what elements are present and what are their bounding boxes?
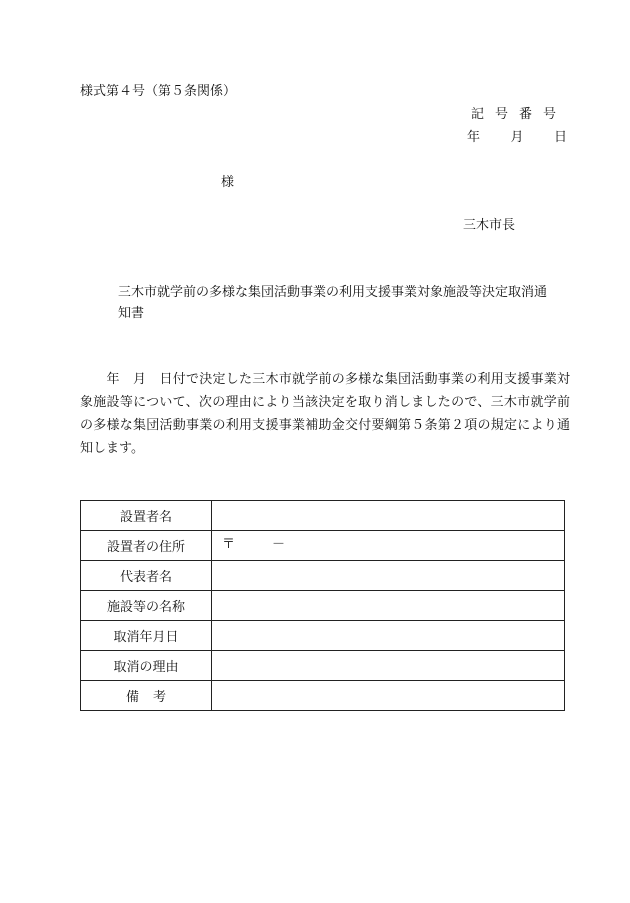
document-number: 記号番号 (470, 107, 567, 122)
document-title: 三木市就学前の多様な集団活動事業の利用支援事業対象施設等決定取消通知書 (118, 285, 548, 321)
form-number: 様式第４号（第５条関係） (80, 84, 237, 99)
postal-code-dash: － (272, 537, 286, 552)
table-row (81, 591, 565, 621)
row-label-facility-name: 施設等の名称 (81, 591, 212, 621)
info-table (80, 500, 565, 711)
facility-name-field[interactable] (212, 591, 565, 621)
remarks-field[interactable] (212, 681, 565, 711)
recipient-honorific: 様 (221, 175, 235, 190)
row-label-cancel-reason: 取消の理由 (81, 651, 212, 681)
table-row (81, 531, 565, 561)
row-label-founder-address: 設置者の住所 (81, 531, 212, 561)
table-row (81, 621, 565, 651)
row-label-representative: 代表者名 (81, 561, 212, 591)
row-label-remarks (81, 681, 212, 711)
cancel-reason-field[interactable] (212, 651, 565, 681)
document-date (467, 126, 567, 145)
table-row (81, 561, 565, 591)
date-day-label: 日 (553, 130, 567, 145)
row-label-founder-name: 設置者名 (81, 501, 212, 531)
representative-field[interactable] (212, 561, 565, 591)
remarks-label: 備考 (125, 690, 180, 705)
founder-address-field[interactable] (212, 531, 565, 561)
date-year-label: 年 (467, 130, 481, 145)
postal-mark-icon: 〒 (222, 537, 236, 552)
table-row (81, 501, 565, 531)
row-label-cancel-date: 取消年月日 (81, 621, 212, 651)
cancel-date-field[interactable] (212, 621, 565, 651)
table-row (81, 681, 565, 711)
founder-name-field[interactable] (212, 501, 565, 531)
issuer-name: 三木市長 (463, 218, 516, 233)
notice-body: 年 月 日付で決定した三木市就学前の多様な集団活動事業の利用支援事業対象施設等について、次の理由により当該決定を取り消しましたので、三木市就学前の多様な集団活動事業の利用支援事業補助金交付要綱第５条第２項の規定により通知します。 (80, 372, 570, 456)
table-row (81, 651, 565, 681)
date-month-label: 月 (510, 130, 524, 145)
